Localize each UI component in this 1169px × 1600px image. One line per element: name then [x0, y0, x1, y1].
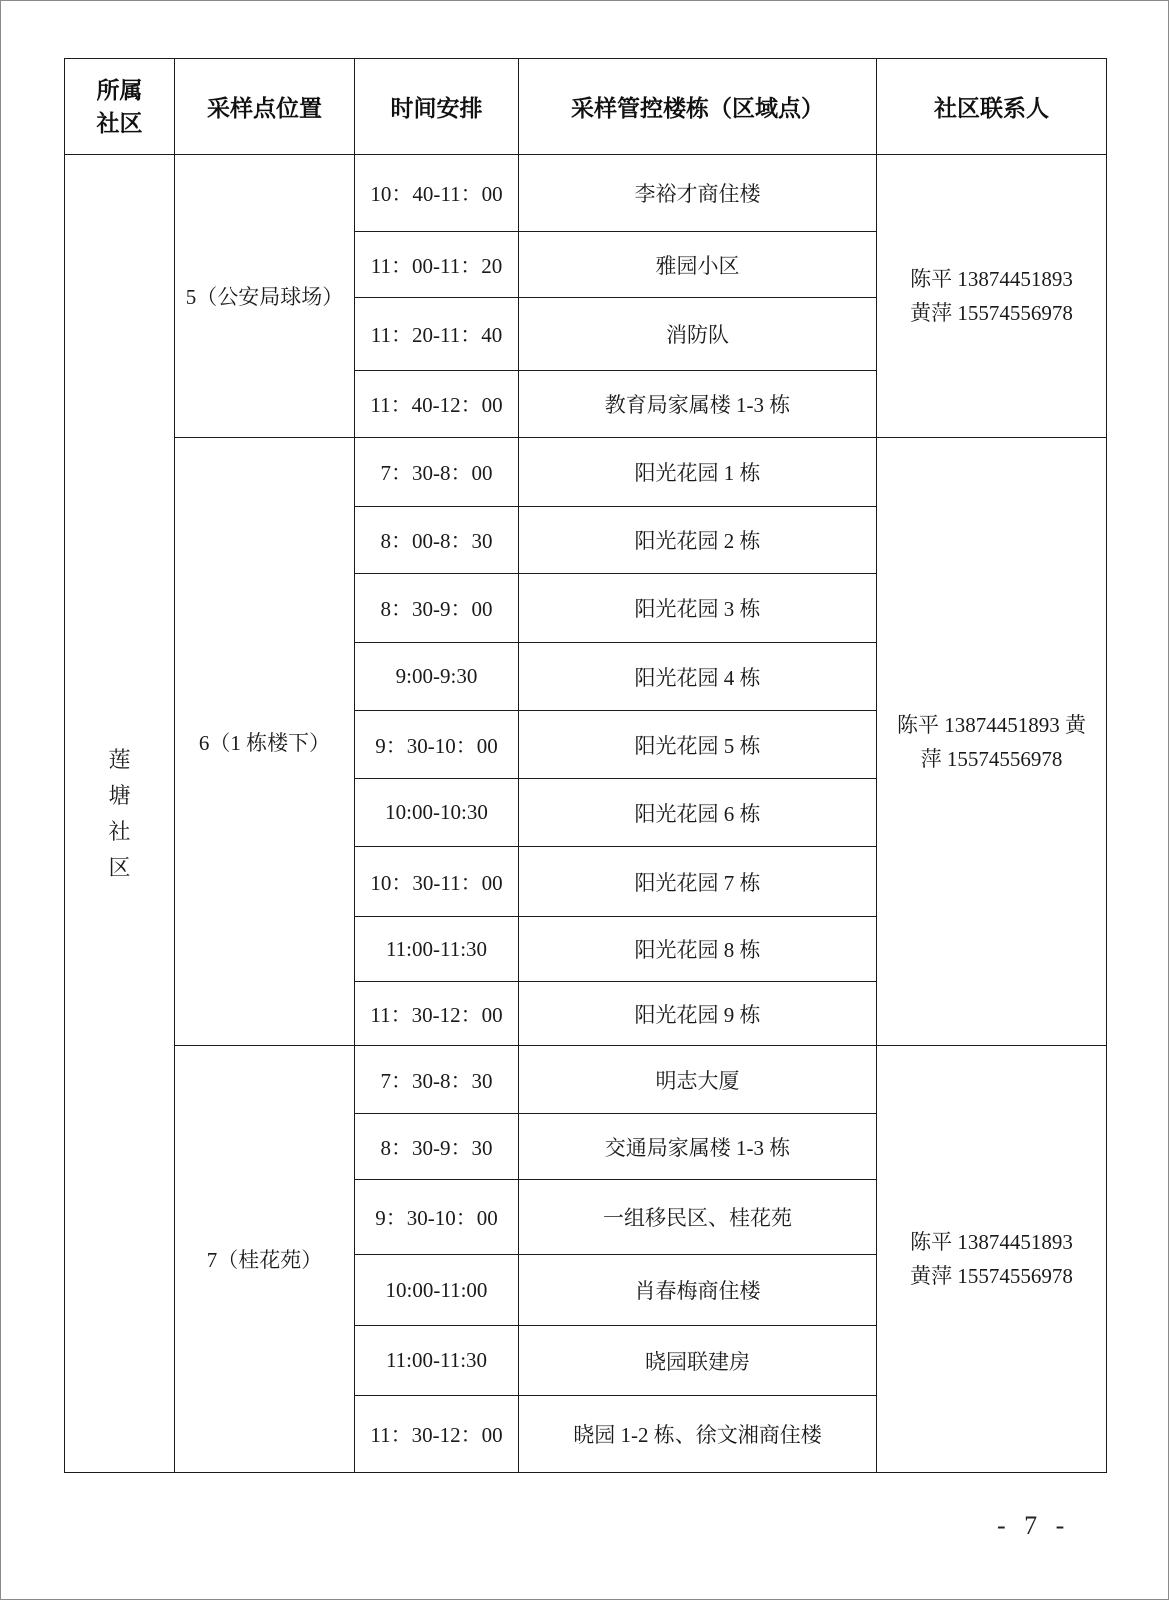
header-community	[65, 59, 175, 155]
building-cell: 阳光花园 6 栋	[519, 779, 877, 847]
time-slot-cell: 9：30-10：00	[355, 711, 519, 779]
contact-cell	[877, 438, 1107, 1046]
time-slot-cell: 8：00-8：30	[355, 507, 519, 574]
header-contact: 社区联系人	[877, 59, 1107, 155]
time-slot-cell: 11：20-11：40	[355, 298, 519, 371]
time-slot-cell: 8：30-9：30	[355, 1114, 519, 1180]
sampling-site-cell	[175, 1046, 355, 1473]
time-slot-cell: 11：30-12：00	[355, 1396, 519, 1473]
page-number: - 7 -	[997, 1511, 1071, 1540]
building-cell: 阳光花园 1 栋	[519, 438, 877, 507]
time-slot-cell: 8：30-9：00	[355, 574, 519, 643]
sampling-site-label: 7（桂花苑）	[206, 1248, 323, 1272]
time-slot-cell: 11:00-11:30	[355, 917, 519, 982]
contact-line: 陈平 13874451893	[910, 1230, 1073, 1254]
header-time: 时间安排	[355, 59, 519, 155]
building-cell: 阳光花园 9 栋	[519, 982, 877, 1046]
building-cell: 阳光花园 2 栋	[519, 507, 877, 574]
time-slot-cell: 7：30-8：30	[355, 1046, 519, 1114]
contact-line: 陈平 13874451893	[910, 267, 1073, 291]
building-cell: 晓园 1-2 栋、徐文湘商住楼	[519, 1396, 877, 1473]
time-slot-cell: 10:00-10:30	[355, 779, 519, 847]
building-cell: 教育局家属楼 1-3 栋	[519, 371, 877, 438]
building-cell: 消防队	[519, 298, 877, 371]
table-row	[65, 1046, 1107, 1114]
building-cell: 阳光花园 7 栋	[519, 847, 877, 917]
contact-cell	[877, 155, 1107, 438]
building-cell: 一组移民区、桂花苑	[519, 1180, 877, 1255]
time-slot-cell: 7：30-8：00	[355, 438, 519, 507]
time-slot-cell: 9：30-10：00	[355, 1180, 519, 1255]
building-cell: 交通局家属楼 1-3 栋	[519, 1114, 877, 1180]
building-cell: 阳光花园 3 栋	[519, 574, 877, 643]
header-community-label: 所属社区	[96, 76, 143, 136]
building-cell: 阳光花园 4 栋	[519, 643, 877, 711]
time-slot-cell: 9:00-9:30	[355, 643, 519, 711]
building-cell: 阳光花园 5 栋	[519, 711, 877, 779]
community-name: 莲塘社区	[108, 746, 131, 880]
building-cell: 李裕才商住楼	[519, 155, 877, 232]
building-cell: 晓园联建房	[519, 1326, 877, 1396]
sampling-site-label: 5（公安局球场）	[185, 285, 344, 309]
building-cell: 雅园小区	[519, 232, 877, 298]
building-cell: 阳光花园 8 栋	[519, 917, 877, 982]
sampling-schedule-table	[64, 58, 1107, 1473]
time-slot-cell: 11:00-11:30	[355, 1326, 519, 1396]
building-cell: 明志大厦	[519, 1046, 877, 1114]
table-row	[65, 438, 1107, 507]
building-cell: 肖春梅商住楼	[519, 1255, 877, 1326]
contact-line: 黄萍 15574556978	[910, 1264, 1073, 1288]
time-slot-cell: 11：30-12：00	[355, 982, 519, 1046]
time-slot-cell: 10：40-11：00	[355, 155, 519, 232]
sampling-site-cell	[175, 155, 355, 438]
contact-line: 陈平 13874451893 黄萍 15574556978	[897, 712, 1086, 771]
header-site: 采样点位置	[175, 59, 355, 155]
community-cell	[65, 155, 175, 1473]
contact-line: 黄萍 15574556978	[910, 301, 1073, 325]
time-slot-cell: 10:00-11:00	[355, 1255, 519, 1326]
table-row	[65, 155, 1107, 232]
time-slot-cell: 11：40-12：00	[355, 371, 519, 438]
sampling-site-label: 6（1 栋楼下）	[198, 730, 331, 755]
contact-cell	[877, 1046, 1107, 1473]
time-slot-cell: 11：00-11：20	[355, 232, 519, 298]
time-slot-cell: 10：30-11：00	[355, 847, 519, 917]
sampling-site-cell	[175, 438, 355, 1046]
header-buildings: 采样管控楼栋（区域点）	[519, 59, 877, 155]
table-header-row	[65, 59, 1107, 155]
